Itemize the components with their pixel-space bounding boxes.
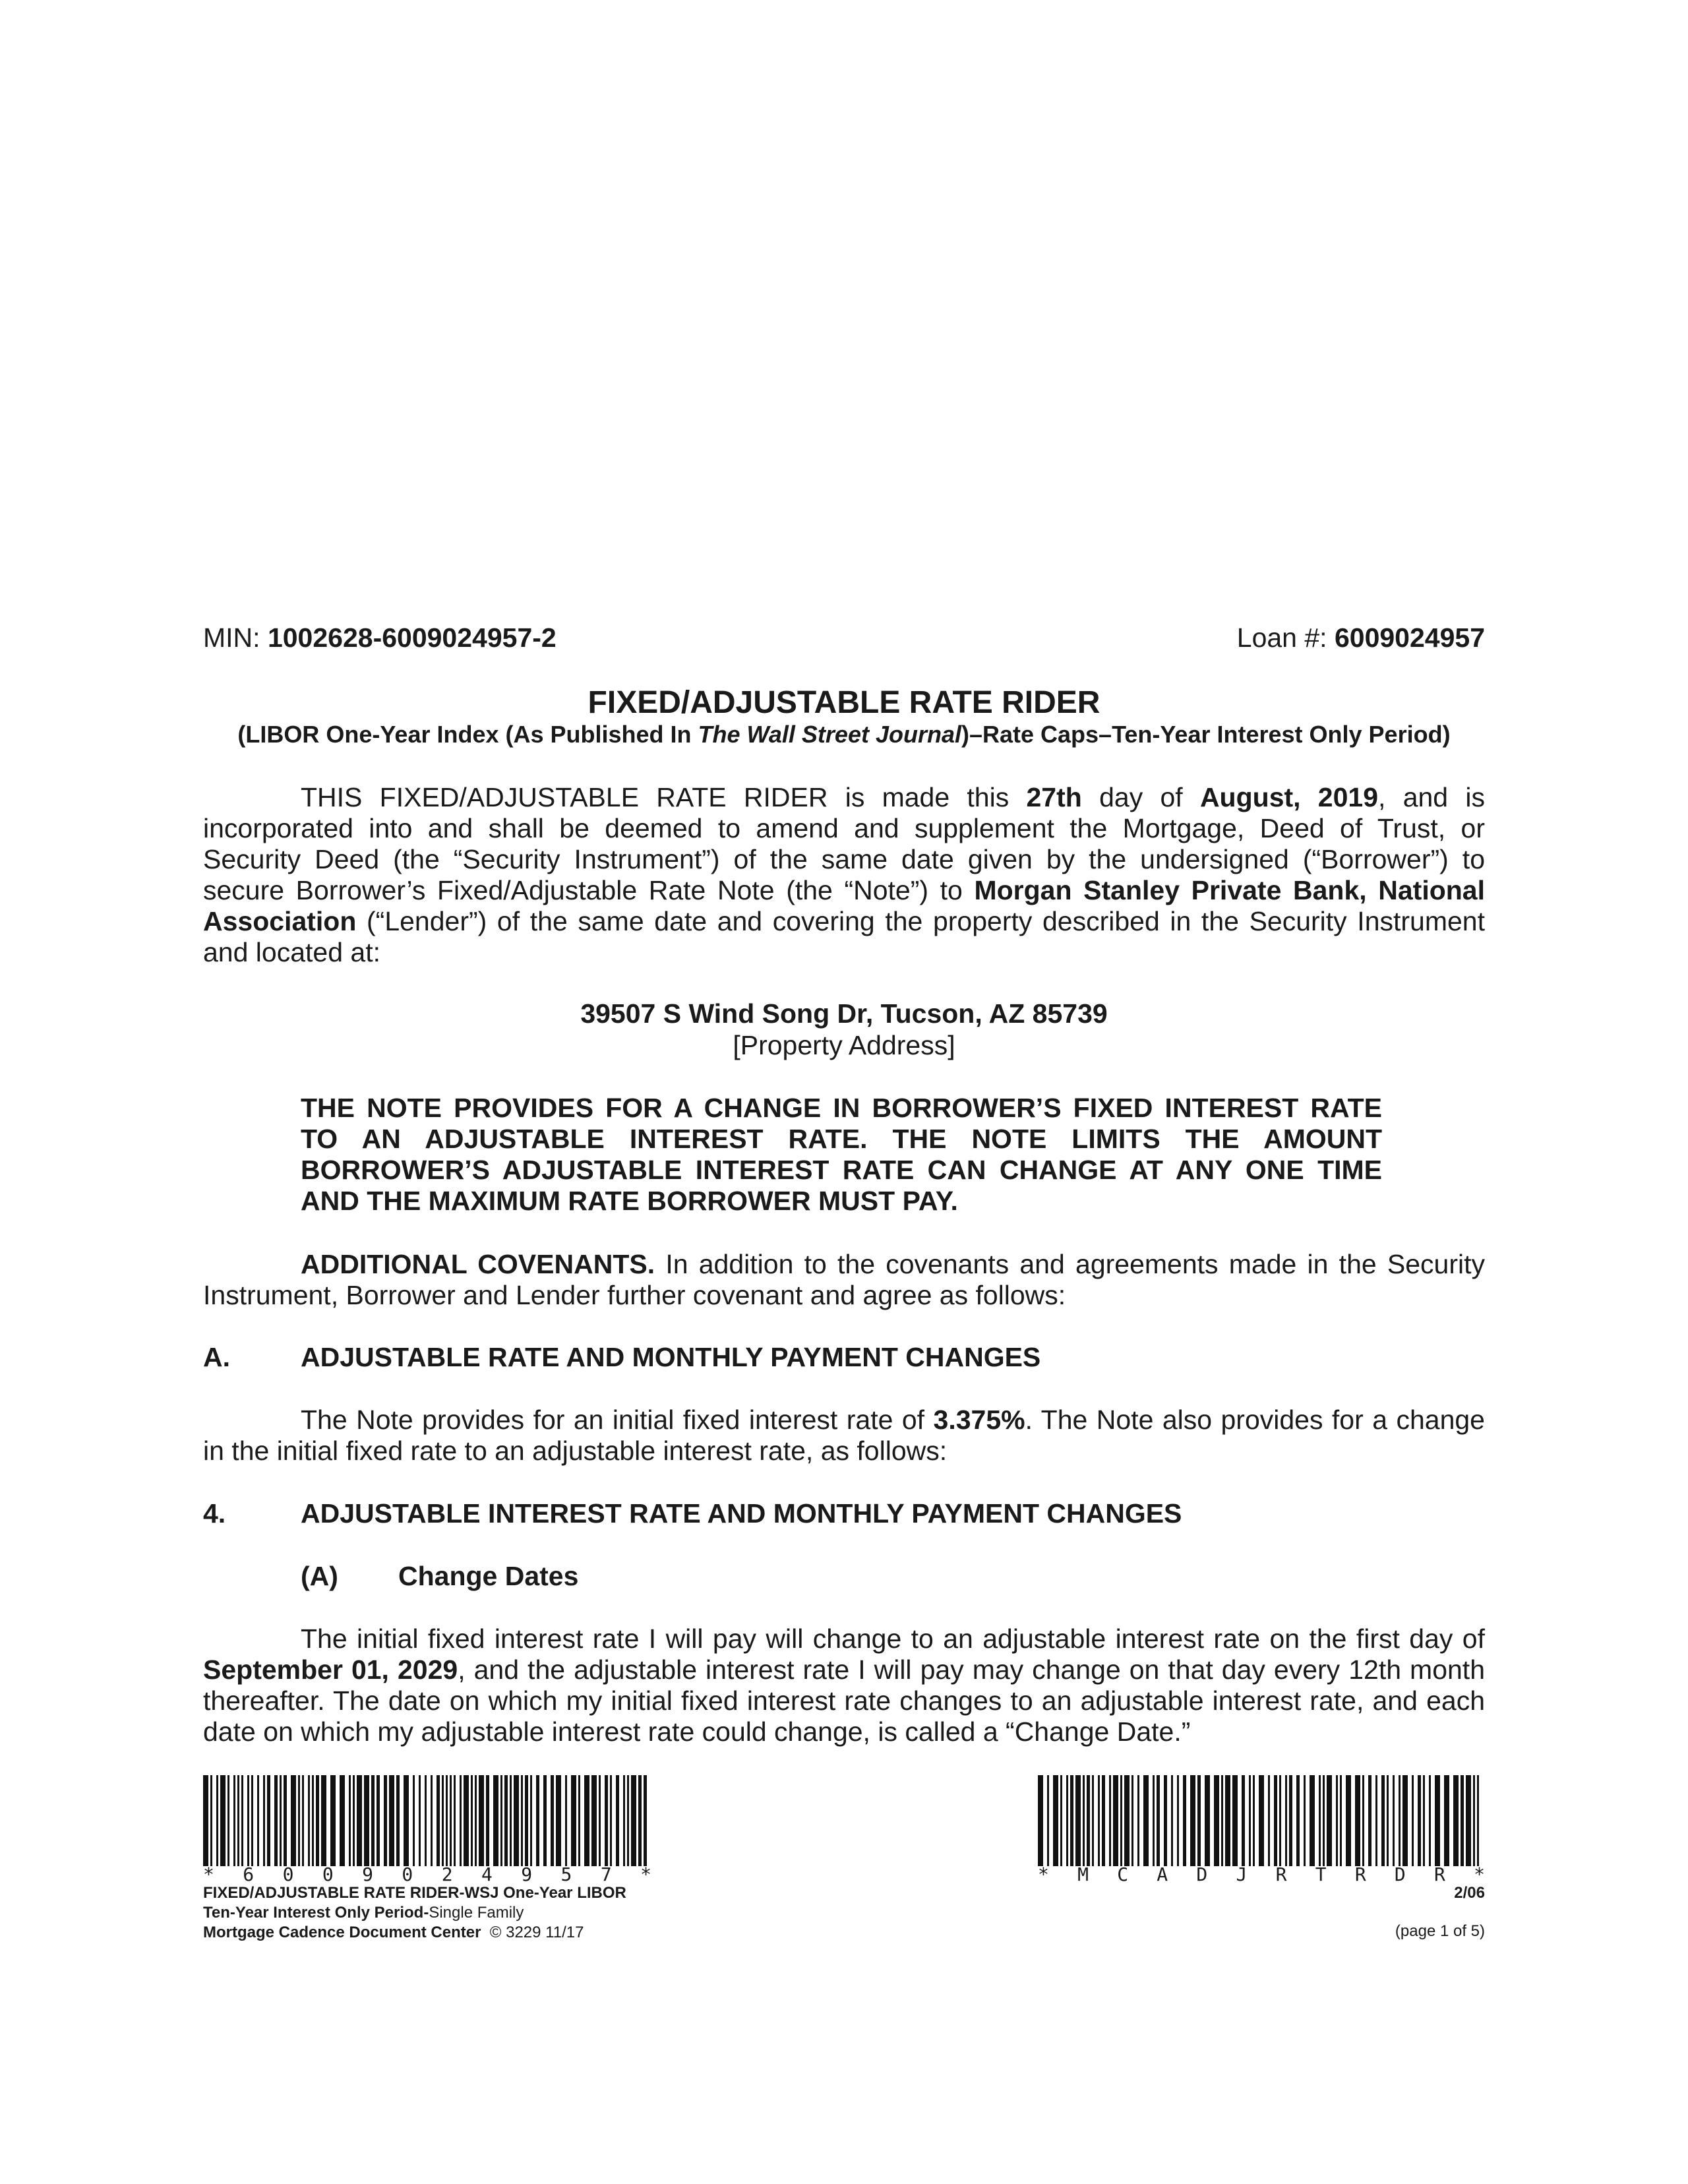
barcode-bar bbox=[475, 1775, 477, 1866]
barcode-bar bbox=[247, 1775, 249, 1866]
barcode-bar bbox=[280, 1775, 282, 1866]
form-footer-left: FIXED/ADJUSTABLE RATE RIDER-WSJ One-Year LIBOR Ten-Year Interest Only Period-Single Family Mortgage Cadence Document Center © 3229 11/17 bbox=[203, 1884, 626, 1941]
barcode-bar bbox=[500, 1775, 502, 1866]
min-value: 1002628-6009024957-2 bbox=[267, 622, 557, 653]
barcode-bar bbox=[450, 1775, 452, 1866]
barcode-bar bbox=[1340, 1775, 1342, 1866]
barcode-bar bbox=[274, 1775, 278, 1866]
barcode-bar bbox=[1109, 1775, 1111, 1866]
barcode-bar bbox=[1274, 1775, 1277, 1866]
barcode-bar bbox=[1323, 1775, 1325, 1866]
min-label: MIN: bbox=[203, 622, 260, 653]
barcode-bar bbox=[1304, 1775, 1306, 1866]
barcode-bar bbox=[605, 1775, 608, 1866]
loan-barcode bbox=[203, 1775, 651, 1866]
property-address-label: [Property Address] bbox=[733, 1030, 955, 1060]
barcode-bar bbox=[431, 1775, 433, 1866]
barcode-bar bbox=[1214, 1775, 1219, 1866]
form-barcode bbox=[1038, 1775, 1485, 1866]
barcode-bar bbox=[233, 1775, 235, 1866]
barcode-bar bbox=[1402, 1775, 1408, 1866]
barcode-bar bbox=[1143, 1775, 1149, 1866]
barcode-bar bbox=[1113, 1775, 1118, 1866]
section-a-heading: ADJUSTABLE RATE AND MONTHLY PAYMENT CHANGES bbox=[301, 1342, 1041, 1372]
barcode-bar bbox=[321, 1775, 326, 1866]
barcode-bar bbox=[357, 1775, 362, 1866]
lender-name: Morgan Stanley Private Bank, National bbox=[974, 875, 1485, 905]
section-a-paragraph: The Note provides for an initial fixed interest rate of 3.375%. The Note also provides for a change in the initial fixed rate to an adjustable interest rate, as follows: bbox=[203, 1405, 1485, 1466]
barcode-bar bbox=[291, 1775, 296, 1866]
barcode-bar bbox=[504, 1775, 508, 1866]
page-number: (page 1 of 5) bbox=[1395, 1922, 1485, 1940]
barcode-bar bbox=[454, 1775, 456, 1866]
barcode-bar bbox=[1477, 1775, 1479, 1866]
section-4-number: 4. bbox=[203, 1498, 226, 1529]
barcode-bar bbox=[1387, 1775, 1389, 1866]
barcode-bar bbox=[1418, 1775, 1421, 1866]
document-title: FIXED/ADJUSTABLE RATE RIDER bbox=[588, 685, 1100, 720]
barcode-bar bbox=[1120, 1775, 1122, 1866]
barcode-bar bbox=[227, 1775, 229, 1866]
barcode-bar bbox=[644, 1775, 647, 1866]
barcode-bar bbox=[308, 1775, 310, 1866]
section-4-heading: ADJUSTABLE INTEREST RATE AND MONTHLY PAYMENT CHANGES bbox=[301, 1498, 1182, 1529]
barcode-bar bbox=[1131, 1775, 1133, 1866]
sub-a-number: (A) bbox=[301, 1561, 338, 1591]
barcode-bar bbox=[1083, 1775, 1085, 1866]
barcode-bar bbox=[340, 1775, 345, 1866]
rate-change-notice: THE NOTE PROVIDES FOR A CHANGE IN BORROWER’S FIXED INTEREST RATE TO AN ADJUSTABLE INTEREST RATE. THE NOTE LIMITS THE AMOUNT BORROWER’S ADJUSTABLE INTEREST RATE CAN CHANGE AT ANY ONE TIME AND THE MAXIMUM RATE BORROWER MUST PAY. bbox=[301, 1093, 1382, 1216]
additional-covenants: ADDITIONAL COVENANTS. In addition to the covenants and agreements made in the Security Instrument, Borrower and Lender further covenant and agree as follows: bbox=[203, 1249, 1486, 1310]
barcode-bar bbox=[623, 1775, 625, 1866]
barcode-bar bbox=[1453, 1775, 1459, 1866]
barcode-bar bbox=[1232, 1775, 1238, 1866]
barcode-bar bbox=[616, 1775, 619, 1866]
barcode-bar bbox=[486, 1775, 489, 1866]
barcode-bar bbox=[514, 1775, 519, 1866]
barcode-bar bbox=[241, 1775, 243, 1866]
barcode-bar bbox=[442, 1775, 444, 1866]
barcode-bar bbox=[565, 1775, 567, 1866]
barcode-bar bbox=[404, 1775, 409, 1866]
barcode-bar bbox=[1157, 1775, 1160, 1866]
barcode-bar bbox=[1327, 1775, 1332, 1866]
barcode-bar bbox=[353, 1775, 355, 1866]
barcode-bar bbox=[1319, 1775, 1321, 1866]
barcode-bar bbox=[571, 1775, 576, 1866]
barcode-bar bbox=[1124, 1775, 1130, 1866]
min-number bbox=[203, 622, 557, 653]
barcode-bar bbox=[1412, 1775, 1414, 1866]
barcode-bar bbox=[584, 1775, 589, 1866]
barcode-bar bbox=[530, 1775, 532, 1866]
barcode-bar bbox=[1087, 1775, 1090, 1866]
barcode-bar bbox=[237, 1775, 239, 1866]
barcode-bar bbox=[1153, 1775, 1155, 1866]
barcode-bar bbox=[631, 1775, 636, 1866]
form-barcode-text: * M C A D J R T R D R * bbox=[1038, 1864, 1485, 1885]
barcode-bar bbox=[599, 1775, 601, 1866]
barcode-bar bbox=[460, 1775, 462, 1866]
barcode-bar bbox=[1375, 1775, 1377, 1866]
barcode-bar bbox=[479, 1775, 484, 1866]
rider-month-year: August, 2019 bbox=[1199, 782, 1379, 812]
rider-day: 27th bbox=[1026, 782, 1082, 812]
barcode-bar bbox=[471, 1775, 473, 1866]
barcode-bar bbox=[263, 1775, 265, 1866]
loan-number bbox=[1237, 622, 1485, 653]
barcode-bar bbox=[1053, 1775, 1058, 1866]
property-address: 39507 S Wind Song Dr, Tucson, AZ 85739 bbox=[580, 998, 1108, 1029]
barcode-bar bbox=[251, 1775, 253, 1866]
barcode-bar bbox=[1253, 1775, 1255, 1866]
barcode-bar bbox=[349, 1775, 351, 1866]
barcode-bar bbox=[267, 1775, 270, 1866]
barcode-bar bbox=[1047, 1775, 1049, 1866]
barcode-bar bbox=[591, 1775, 597, 1866]
barcode-bar bbox=[1197, 1775, 1201, 1866]
barcode-bar bbox=[1461, 1775, 1464, 1866]
barcode-bar bbox=[1381, 1775, 1385, 1866]
barcode-bar bbox=[312, 1775, 314, 1866]
barcode-bar bbox=[1399, 1775, 1401, 1866]
barcode-bar bbox=[1296, 1775, 1300, 1866]
barcode-bar bbox=[1137, 1775, 1139, 1866]
barcode-bar bbox=[364, 1775, 369, 1866]
barcode-bar bbox=[1092, 1775, 1094, 1866]
barcode-bar bbox=[1205, 1775, 1210, 1866]
barcode-bar bbox=[1355, 1775, 1360, 1866]
barcode-bar bbox=[1423, 1775, 1425, 1866]
barcode-bar bbox=[389, 1775, 394, 1866]
barcode-bar bbox=[1289, 1775, 1292, 1866]
barcode-bar bbox=[1098, 1775, 1100, 1866]
barcode-bar bbox=[638, 1775, 642, 1866]
loan-barcode-text: * 6 0 0 9 0 2 4 9 5 7 * bbox=[203, 1864, 651, 1885]
loan-value: 6009024957 bbox=[1334, 622, 1485, 653]
barcode-bar bbox=[1393, 1775, 1395, 1866]
barcode-bar bbox=[298, 1775, 300, 1866]
barcode-bar bbox=[493, 1775, 498, 1866]
document-subtitle: (LIBOR One-Year Index (As Published In The Wall Street Journal)–Rate Caps–Ten-Year Interest Only Period) bbox=[237, 721, 1451, 748]
barcode-bar bbox=[1070, 1775, 1073, 1866]
barcode-bar bbox=[627, 1775, 629, 1866]
barcode-bar bbox=[1362, 1775, 1364, 1866]
barcode-bar bbox=[1060, 1775, 1062, 1866]
barcode-bar bbox=[551, 1775, 554, 1866]
section-a-number: A. bbox=[203, 1342, 230, 1372]
first-change-date: September 01, 2029 bbox=[203, 1654, 458, 1685]
barcode-bar bbox=[1164, 1775, 1167, 1866]
barcode-bar bbox=[220, 1775, 226, 1866]
barcode-bar bbox=[413, 1775, 415, 1866]
barcode-bar bbox=[316, 1775, 319, 1866]
barcode-bar bbox=[521, 1775, 523, 1866]
barcode-bar bbox=[425, 1775, 427, 1866]
barcode-bar bbox=[330, 1775, 336, 1866]
barcode-bar bbox=[1221, 1775, 1223, 1866]
barcode-bar bbox=[446, 1775, 448, 1866]
barcode-bar bbox=[1066, 1775, 1068, 1866]
barcode-bar bbox=[1242, 1775, 1245, 1866]
barcode-bar bbox=[1225, 1775, 1230, 1866]
barcode-bar bbox=[1444, 1775, 1449, 1866]
barcode-bar bbox=[1368, 1775, 1372, 1866]
barcode-bar bbox=[384, 1775, 387, 1866]
intro-paragraph: THIS FIXED/ADJUSTABLE RATE RIDER is made this 27th day of August, 2019, and is incorporated into and shall be deemed to amend and supplement the Mortgage, Deed of Trust, or Security Deed (the “Security Instrument”) of the same date given by the undersigned (“Borrower”) to secure Borrower’s Fixed/Adjustable Rate Note (the “Note”) to Morgan Stanley Private Bank, National Association (“Lender”) of the same date and covering the property described in the Security Instrument and located at: bbox=[203, 782, 1485, 967]
barcode-bar bbox=[464, 1775, 469, 1866]
barcode-bar bbox=[525, 1775, 528, 1866]
barcode-bar bbox=[257, 1775, 259, 1866]
barcode-bar bbox=[203, 1775, 208, 1866]
initial-fixed-rate: 3.375% bbox=[933, 1405, 1025, 1435]
barcode-bar bbox=[1466, 1775, 1471, 1866]
barcode-bar bbox=[556, 1775, 561, 1866]
barcode-bar bbox=[1268, 1775, 1270, 1866]
barcode-bar bbox=[371, 1775, 375, 1866]
loan-label: Loan #: bbox=[1236, 622, 1327, 653]
barcode-bar bbox=[1336, 1775, 1338, 1866]
form-version: 2/06 bbox=[1454, 1884, 1485, 1902]
barcode-bar bbox=[1038, 1775, 1043, 1866]
barcode-bar bbox=[1310, 1775, 1315, 1866]
barcode-bar bbox=[536, 1775, 539, 1866]
lender-name-cont: Association bbox=[203, 906, 357, 936]
barcode-bar bbox=[1473, 1775, 1475, 1866]
barcode-bar bbox=[1177, 1775, 1179, 1866]
barcode-bar bbox=[1171, 1775, 1173, 1866]
barcode-bar bbox=[1429, 1775, 1431, 1866]
barcode-bar bbox=[1346, 1775, 1351, 1866]
barcode-bar bbox=[1285, 1775, 1287, 1866]
barcode-bar bbox=[437, 1775, 440, 1866]
barcode-bar bbox=[510, 1775, 512, 1866]
barcode-bar bbox=[1075, 1775, 1081, 1866]
barcode-bar bbox=[302, 1775, 304, 1866]
barcode-bar bbox=[396, 1775, 400, 1866]
barcode-bar bbox=[284, 1775, 287, 1866]
barcode-bar bbox=[578, 1775, 580, 1866]
change-dates-paragraph: The initial fixed interest rate I will pay will change to an adjustable interest rate on the first day of September 01, 2029, and the adjustable interest rate I will pay may change on that day every 12th month thereafter. The date on which my initial fixed interest rate changes to an adjustable interest rate, and each date on which my adjustable interest rate could change, is called a “Change Date.” bbox=[203, 1623, 1485, 1747]
barcode-bar bbox=[1249, 1775, 1251, 1866]
barcode-bar bbox=[1102, 1775, 1105, 1866]
barcode-bar bbox=[216, 1775, 218, 1866]
barcode-bar bbox=[210, 1775, 212, 1866]
sub-a-heading: Change Dates bbox=[398, 1561, 579, 1591]
barcode-bar bbox=[1183, 1775, 1186, 1866]
barcode-bar bbox=[1279, 1775, 1281, 1866]
barcode-bar bbox=[543, 1775, 547, 1866]
barcode-bar bbox=[419, 1775, 421, 1866]
barcode-bar bbox=[1435, 1775, 1440, 1866]
barcode-bar bbox=[1259, 1775, 1264, 1866]
barcode-bar bbox=[377, 1775, 380, 1866]
barcode-bar bbox=[610, 1775, 612, 1866]
barcode-bar bbox=[1190, 1775, 1195, 1866]
